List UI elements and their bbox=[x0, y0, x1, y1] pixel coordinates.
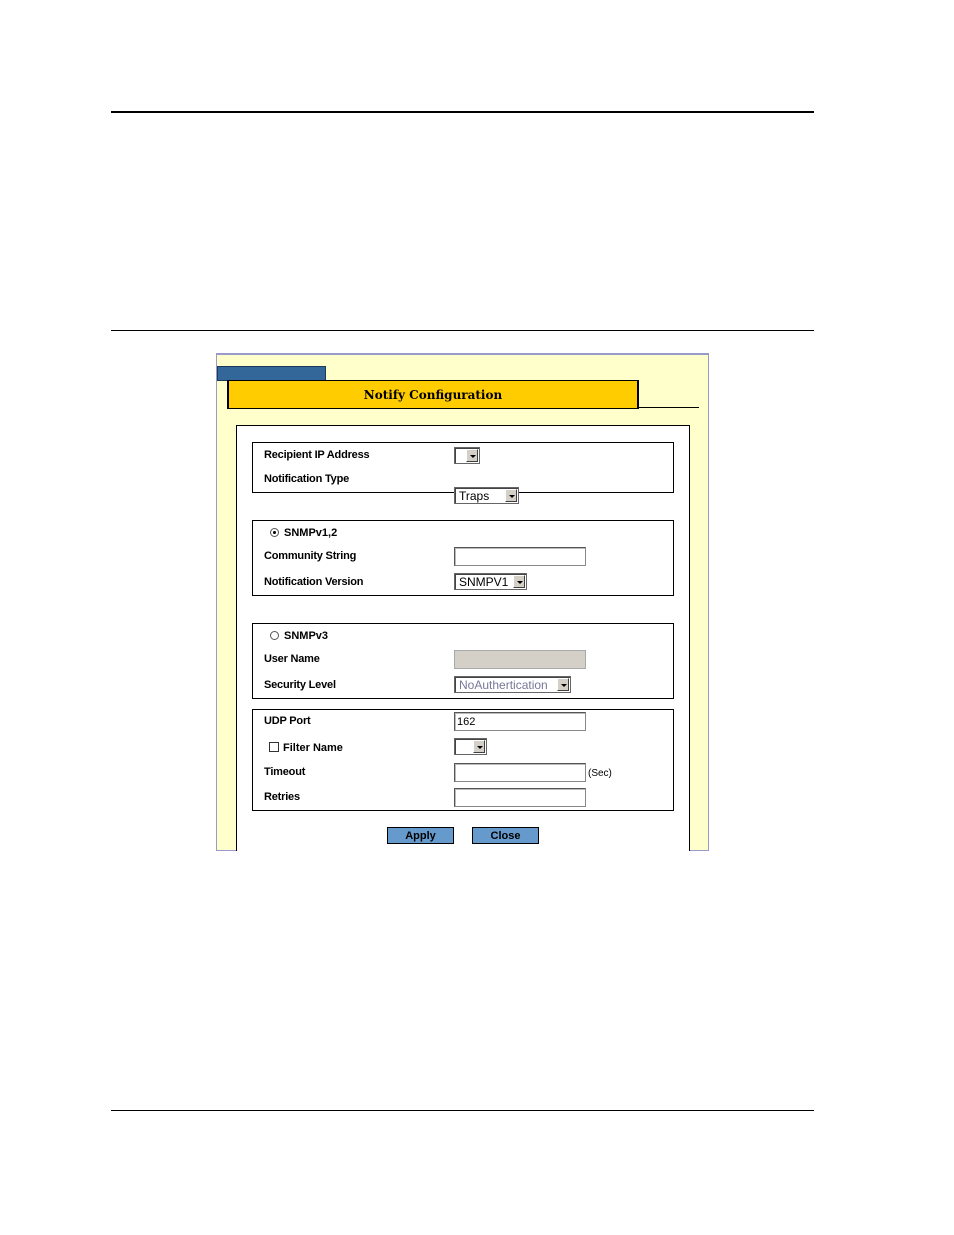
chevron-down-icon[interactable] bbox=[466, 449, 478, 462]
retries-label: Retries bbox=[264, 791, 300, 803]
timeout-unit: (Sec) bbox=[588, 768, 612, 779]
title-bar bbox=[227, 380, 639, 409]
community-string-input[interactable] bbox=[454, 547, 586, 566]
filter-name-select[interactable] bbox=[454, 738, 487, 755]
recipient-ip-select[interactable] bbox=[454, 447, 480, 464]
security-level-select[interactable] bbox=[454, 676, 571, 693]
snmpv12-group bbox=[252, 520, 674, 596]
chevron-down-icon[interactable] bbox=[513, 575, 525, 588]
recipient-group bbox=[252, 442, 674, 503]
form-panel bbox=[236, 425, 690, 851]
retries-input[interactable] bbox=[454, 788, 586, 807]
options-group bbox=[252, 709, 674, 811]
snmpv3-radio-label: SNMPv3 bbox=[284, 630, 329, 642]
window-title: Notify Configuration bbox=[363, 387, 503, 402]
snmpv3-radio[interactable] bbox=[270, 631, 279, 640]
community-string-label: Community String bbox=[264, 550, 357, 562]
timeout-input[interactable] bbox=[454, 763, 586, 782]
snmpv12-radio[interactable] bbox=[270, 528, 279, 537]
section-rule bbox=[111, 330, 814, 331]
notify-configuration-window bbox=[216, 353, 709, 851]
footer-rule bbox=[111, 1110, 814, 1111]
filter-name-label: Filter Name bbox=[283, 742, 343, 754]
filter-name-checkbox[interactable] bbox=[269, 742, 279, 752]
user-name-label: User Name bbox=[264, 653, 320, 665]
apply-button[interactable]: Apply bbox=[387, 827, 454, 844]
udp-port-label: UDP Port bbox=[264, 715, 311, 727]
title-underline bbox=[637, 407, 699, 408]
notification-version-value: SNMPV1 bbox=[459, 575, 509, 589]
notification-type-value: Traps bbox=[459, 489, 490, 503]
notification-version-label: Notification Version bbox=[264, 576, 364, 588]
notification-version-select[interactable] bbox=[454, 573, 527, 590]
chevron-down-icon[interactable] bbox=[505, 489, 517, 502]
header-rule bbox=[111, 111, 814, 113]
udp-port-input[interactable] bbox=[454, 712, 586, 731]
notification-type-select[interactable] bbox=[454, 487, 519, 504]
timeout-label: Timeout bbox=[264, 766, 306, 778]
window-tab bbox=[217, 366, 326, 381]
close-button[interactable]: Close bbox=[472, 827, 539, 844]
chevron-down-icon[interactable] bbox=[557, 678, 569, 691]
snmpv3-group bbox=[252, 623, 674, 699]
security-level-label: Security Level bbox=[264, 679, 336, 691]
user-name-input[interactable] bbox=[454, 650, 586, 669]
chevron-down-icon[interactable] bbox=[473, 740, 485, 753]
snmpv12-radio-label: SNMPv1,2 bbox=[284, 527, 338, 539]
recipient-ip-label: Recipient IP Address bbox=[264, 449, 370, 461]
security-level-value: NoAuthertication bbox=[459, 678, 548, 692]
notification-type-label: Notification Type bbox=[264, 473, 350, 485]
